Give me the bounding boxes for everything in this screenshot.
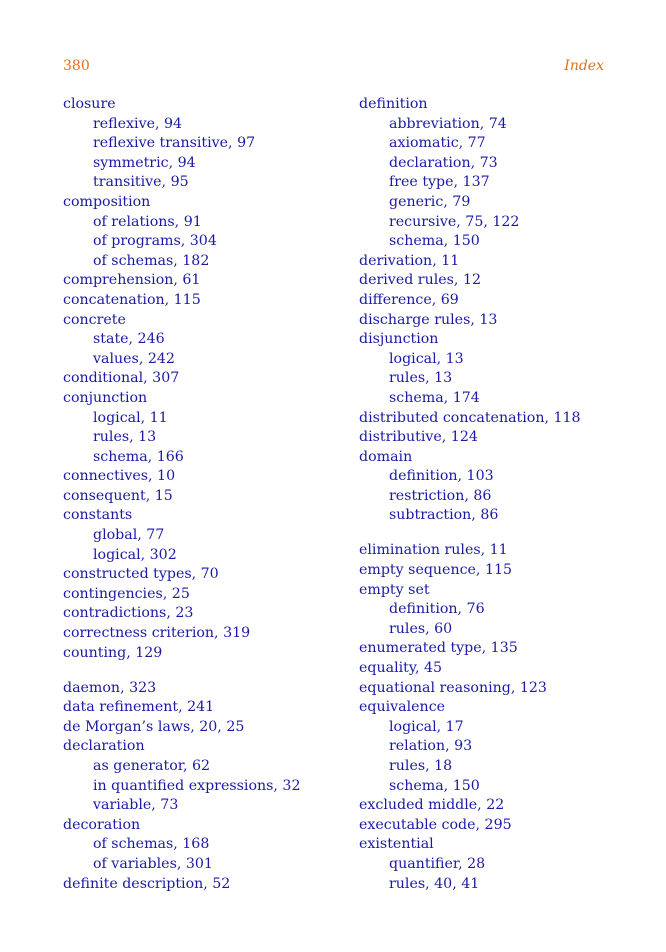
index-subentry: reflexive transitive, 97	[93, 135, 256, 152]
index-entry: domain	[359, 448, 413, 465]
index-subentry: global, 77	[93, 527, 165, 544]
index-entry: discharge rules, 13	[359, 311, 498, 328]
index-entry: distributive, 124	[359, 429, 478, 446]
index-subentry: restriction, 86	[389, 487, 492, 504]
index-subentry: logical, 13	[389, 350, 464, 367]
index-subentry: of schemas, 168	[93, 836, 210, 853]
index-entry: elimination rules, 11	[359, 542, 508, 559]
index-entry: closure	[63, 96, 116, 112]
index-entry: disjunction	[359, 331, 439, 348]
index-subentry: logical, 11	[93, 409, 168, 426]
index-subentry: declaration, 73	[389, 154, 498, 171]
index-entry: counting, 129	[63, 644, 163, 661]
index-entry: empty sequence, 115	[359, 562, 513, 579]
index-entry: constants	[63, 507, 133, 524]
index-entry: difference, 69	[359, 291, 459, 308]
index-subentry: definition, 103	[389, 468, 494, 485]
page-number: 380	[63, 58, 90, 74]
index-subentry: definition, 76	[389, 601, 485, 618]
index-entry: excluded middle, 22	[359, 797, 505, 814]
index-entry: derivation, 11	[359, 252, 460, 269]
index-entry: enumerated type, 135	[359, 640, 518, 657]
index-subentry: schema, 150	[389, 777, 480, 794]
index-subentry: logical, 302	[93, 546, 177, 563]
page-header	[63, 58, 604, 78]
index-subentry: of programs, 304	[93, 233, 217, 250]
index-entry: equational reasoning, 123	[359, 679, 547, 696]
index-subentry: quantifier, 28	[389, 855, 486, 872]
index-subentry: of schemas, 182	[93, 252, 210, 269]
index-subentry: rules, 60	[389, 620, 453, 637]
index-subentry: rules, 18	[389, 757, 453, 774]
index-subentry: reflexive, 94	[93, 115, 183, 132]
index-subentry: symmetric, 94	[93, 154, 196, 171]
index-subentry: of variables, 301	[93, 855, 213, 872]
index-subentry: variable, 73	[93, 797, 179, 814]
index-column-left	[63, 95, 353, 894]
index-subentry: schema, 166	[93, 448, 184, 465]
index-entry: executable code, 295	[359, 816, 512, 833]
index-subentry: in quantified expressions, 32	[93, 777, 301, 794]
index-entry: composition	[63, 193, 151, 210]
index-subentry: state, 246	[93, 331, 165, 348]
index-entry: connectives, 10	[63, 468, 176, 485]
index-entry: decoration	[63, 816, 141, 833]
index-entry: definite description, 52	[63, 875, 231, 892]
index-subentry: axiomatic, 77	[389, 135, 486, 152]
index-entry: declaration	[63, 738, 145, 755]
index-entry: correctness criterion, 319	[63, 625, 251, 642]
index-subentry: as generator, 62	[93, 757, 211, 774]
letter-group-gap	[63, 663, 353, 678]
index-entry: contingencies, 25	[63, 585, 190, 602]
index-entry: existential	[359, 836, 434, 853]
index-entry: empty set	[359, 581, 430, 598]
index-subentry: abbreviation, 74	[389, 115, 507, 132]
running-title: Index	[564, 58, 604, 74]
index-subentry: schema, 174	[389, 389, 480, 406]
index-entry: constructed types, 70	[63, 566, 219, 583]
index-entry: data refinement, 241	[63, 699, 215, 716]
index-subentry: values, 242	[93, 350, 175, 367]
index-entry: comprehension, 61	[63, 272, 201, 289]
index-entry: equality, 45	[359, 660, 443, 677]
index-subentry: rules, 40, 41	[389, 875, 480, 892]
index-subentry: free type, 137	[389, 174, 490, 191]
index-entry: equivalence	[359, 699, 446, 716]
index-entry: de Morgan’s laws, 20, 25	[63, 718, 245, 735]
index-entry: concrete	[63, 311, 126, 328]
index-subentry: generic, 79	[389, 193, 471, 210]
index-entry: consequent, 15	[63, 487, 173, 504]
index-entry: daemon, 323	[63, 679, 157, 696]
index-entry: concatenation, 115	[63, 291, 201, 308]
index-subentry: subtraction, 86	[389, 507, 499, 524]
index-entry: conditional, 307	[63, 370, 180, 387]
index-subentry: rules, 13	[389, 370, 453, 387]
index-entry: derived rules, 12	[359, 272, 482, 289]
index-subentry: recursive, 75, 122	[389, 213, 520, 230]
index-column-right	[359, 95, 649, 894]
index-subentry: relation, 93	[389, 738, 473, 755]
index-subentry: logical, 17	[389, 718, 464, 735]
index-entry: distributed concatenation, 118	[359, 409, 581, 426]
index-subentry: schema, 150	[389, 233, 480, 250]
index-entry: definition	[359, 96, 428, 112]
index-entry: conjunction	[63, 389, 148, 406]
index-subentry: transitive, 95	[93, 174, 189, 191]
letter-group-gap	[359, 526, 649, 541]
index-subentry: rules, 13	[93, 429, 157, 446]
index-subentry: of relations, 91	[93, 213, 202, 230]
index-entry: contradictions, 23	[63, 605, 194, 622]
